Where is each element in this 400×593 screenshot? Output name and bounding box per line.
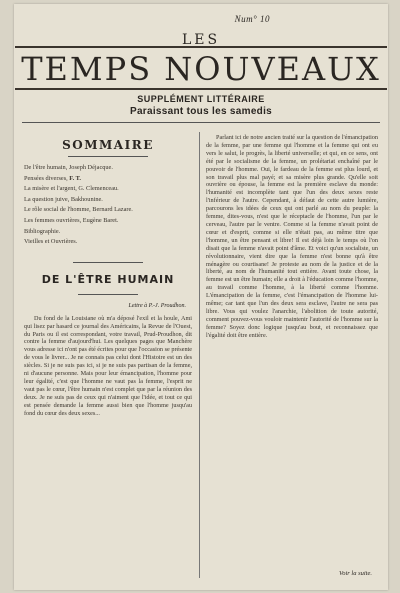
section-divider: [73, 262, 143, 263]
masthead-title: [14, 46, 388, 90]
sommaire-item-text: Les femmes ouvrières, Eugène Baret.: [24, 216, 119, 224]
sommaire-item: [24, 195, 192, 206]
sommaire-item: [24, 227, 192, 238]
sommaire-item: [24, 163, 192, 174]
sommaire-item-text: Bibliographie.: [24, 227, 61, 235]
sommaire-item-text: La misère et l'argent, G. Clemenceau.: [24, 185, 119, 193]
right-column: [206, 134, 378, 558]
column-divider: [199, 132, 200, 578]
masthead-les: LES: [181, 32, 221, 48]
parution-label: Paraissant tous les samedis: [129, 106, 273, 117]
sommaire-item: [24, 205, 192, 216]
sommaire-item: [24, 184, 192, 195]
masthead-title-text: TEMPS NOUVEAUX: [15, 46, 387, 90]
article-body-right: Parlant ici de notre ancien traité sur la question de l'émancipation de la femme, par une femme qui l'homme et la femme qui ont eu vers le salut, le progrès, la liberté universelle; et qui, en ce sens, ont été par le socialisme de la femme, un prolétariat enchaîné par le pouvoir de l'homme. Oui, le fardeau de la femme est plus lourd, et son travail plus mal payé; et sa misère plus grande. Qu'elle soit ouvrière ou épouse, la femme est la première esclave du monde: l'humanité est incomplète tant que l'un des deux sexes reste l'inférieur de l'autre. Cependant, à défaut de cette autre lumière, parcourons les idées de ceux qui ont parlé au nom du peuple: la femme, dites-vous, n'est que le réceptacle de l'homme, l'un par le cerveau, l'autre par le ventre. Comme si la femme n'avait point de cœur et d'esprit, comme si elle n'était pas, au même titre que l'homme, un être pensant et libre! Il est déjà loin le temps où l'on disait que la femme n'avait point d'âme. Et voici qu'un socialiste, un révolutionnaire, vient dire que la femme n'est bonne qu'à être ménagère ou courtisane! Je proteste au nom de la justice et de la liberté, au nom de l'humanité tout entière. Avant toute chose, la femme est un être humain; elle a droit à l'éducation comme l'homme, au travail comme l'homme, à la liberté comme l'homme. L'émancipation de la femme, c'est l'émancipation de l'homme lui-même; car tant que l'un des deux sera esclave, l'autre ne sera pas libre. Vous qui voulez l'anarchie, l'abolition de toute autorité, comment pouvez-vous vouloir maintenir l'autorité de l'homme sur la femme? Soyez donc logique jusqu'au bout, et reconnaissez que l'égalité doit être entière.: [206, 134, 378, 339]
article-title: DE L'ÊTRE HUMAIN: [41, 272, 175, 286]
sommaire-list: [24, 163, 192, 248]
sommaire-item-text: Pensées diverses,: [24, 174, 70, 182]
left-column: [24, 134, 192, 499]
article-title-divider: [78, 294, 138, 295]
sommaire-divider: [68, 156, 148, 157]
issue-number: Num° 10: [234, 14, 270, 24]
sommaire-item-text: Le rôle social de l'homme, Bernard Lazare.: [24, 206, 133, 214]
article-body-left: Du fond de la Louisiane où m'a déposé l'exil et la houle, Ami qui lisez par hasard ce journal des Américains, la Revue de l'Ouest, du Paris ou il est correspondant, votre travail, Prud-Proudhon, dit contre la femme d'aujourd'hui. Les quelques pages que Manchère vous adresse ici n'ont pas été écrites pour que l'occasion se présente de vous le livrer... Je ne connais pas celui dont l'Histoire est un des siècles. Si je ne suis pas ici, si je ne suis pas partisan de la femme, ni d'aucune personne. Mais pour leur émancipation, l'homme pour leur égalité, c'est que l'homme ne vaut pas la femme, l'esprit ne vaut pas le cœur, l'être humain n'est complet que par la réunion des deux. Je ne suis pas de ceux qui n'aiment que l'idée, et tout ce qui est pensée demande la femme aussi bien que l'homme jusqu'au fond du cœur des deux sexes...: [24, 314, 192, 417]
sommaire-item: [24, 174, 192, 185]
masthead-divider: [22, 122, 380, 123]
supplement-label: SUPPLÉMENT LITTÉRAIRE: [137, 94, 265, 104]
continued-note: Voir la suite.: [338, 570, 372, 577]
article-byline: Lettre à P.-J. Proudhon.: [128, 302, 186, 309]
sommaire-item-author: F. T.: [69, 174, 81, 182]
sommaire-item: [24, 216, 192, 227]
sommaire-item-text: De l'être humain, Joseph Déjacque.: [24, 164, 113, 171]
sommaire-item-text: La question juive, Bakhounine.: [24, 195, 103, 203]
newspaper-page: [14, 4, 388, 590]
sommaire-heading: SOMMAIRE: [62, 138, 154, 152]
sommaire-item: [24, 237, 192, 248]
sommaire-item-text: Vieilles et Ouvrières.: [24, 238, 78, 246]
